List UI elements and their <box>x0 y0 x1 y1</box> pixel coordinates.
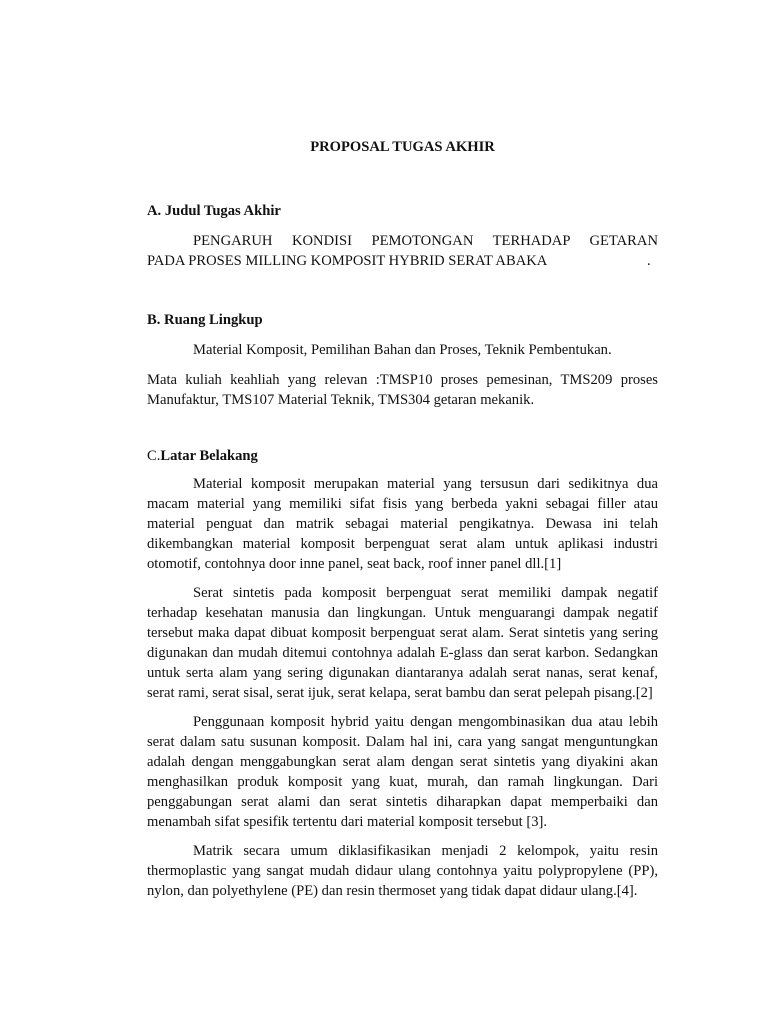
thesis-title-trailing-period: . <box>647 253 651 269</box>
thesis-title-line-2 <box>147 251 658 271</box>
section-a-heading: A. Judul Tugas Akhir <box>147 203 281 219</box>
background-paragraph-3: Penggunaan komposit hybrid yaitu dengan mengombinasikan dua atau lebih serat dalam satu susunan komposit. Dalam hal ini, cara yang sangat menguntungkan adalah dengan menggabungkan serat alam dengan serat sintetis yang diyakini akan menghasilkan produk komposit yang kuat, murah, dan ramah lingkungan. Dari penggabungan serat alami dan serat sintetis diharapkan dapat memperbaiki dan menambah sifat spesifik tertentu dari material komposit tersebut [3]. <box>147 714 658 830</box>
document-body <box>147 137 658 901</box>
document-title: PROPOSAL TUGAS AKHIR <box>310 139 495 155</box>
background-paragraph-4: Matrik secara umum diklasifikasikan menjadi 2 kelompok, yaitu resin thermoplastic yang sangat mudah didaur ulang contohnya yaitu polypropylene (PP), nylon, dan polyethylene (PE) dan resin thermoset yang tidak dapat didaur ulang.[4]. <box>147 843 658 899</box>
background-paragraph-1: Material komposit merupakan material yang tersusun dari sedikitnya dua macam material yang memiliki sifat fisis yang berbeda yakni sebagai filler atau material penguat dan matrik sebagai material pengikatnya. Dewasa ini telah dikembangkan material komposit berpenguat serat alam untuk aplikasi industri otomotif, contohnya door inne panel, seat back, roof inner panel dll.[1] <box>147 476 658 572</box>
section-c-heading-text: Latar Belakang <box>160 448 258 464</box>
section-c-heading-prefix: C. <box>147 448 161 464</box>
section-c-heading <box>147 446 658 466</box>
thesis-title-line-1: PENGARUH KONDISI PEMOTONGAN TERHADAP GETARAN <box>193 233 658 249</box>
thesis-title-line-2-text: PADA PROSES MILLING KOMPOSIT HYBRID SERAT ABAKA <box>147 253 548 269</box>
background-paragraph-2: Serat sintetis pada komposit berpenguat serat memiliki dampak negatif terhadap kesehatan manusia dan lingkungan. Untuk menguarangi dampak negatif tersebut maka dapat dibuat komposit berpenguat serat alam. Serat sintetis yang sering digunakan dan mudah ditemui contohnya adalah E-glass dan serat karbon. Sedangkan untuk serta alam yang sering digunakan diantaranya adalah serat nanas, serat kenaf, serat rami, serat sisal, serat ijuk, serat kelapa, serat bambu dan serat pelepah pisang.[2] <box>147 585 658 701</box>
scope-paragraph: Material Komposit, Pemilihan Bahan dan Proses, Teknik Pembentukan. <box>193 342 612 358</box>
relevant-courses-paragraph: Mata kuliah keahliah yang relevan :TMSP10 proses pemesinan, TMS209 proses Manufaktur, TMS107 Material Teknik, TMS304 getaran mekanik. <box>147 372 658 408</box>
section-b-heading: B. Ruang Lingkup <box>147 312 263 328</box>
